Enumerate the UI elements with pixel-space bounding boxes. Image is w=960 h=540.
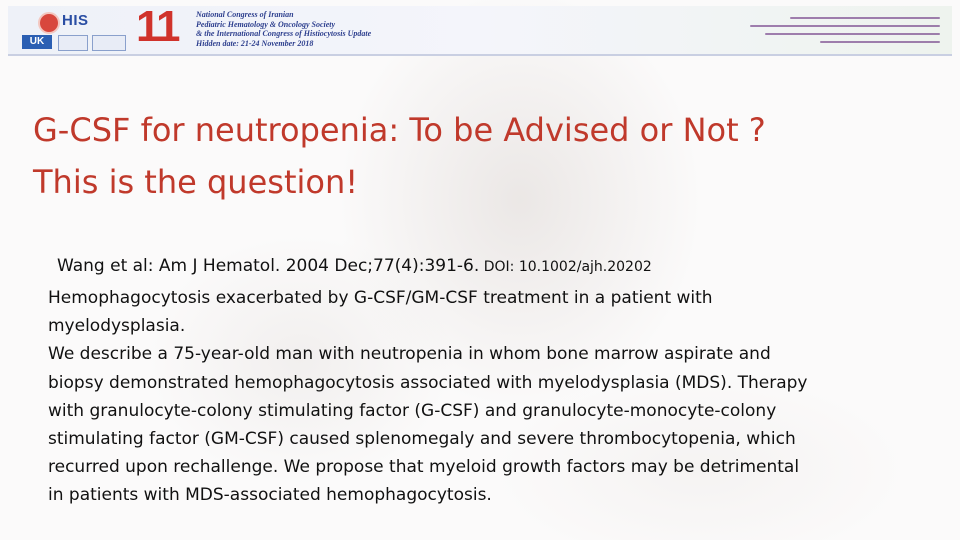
congress-line: Pediatric Hematology & Oncology Society xyxy=(196,19,336,29)
paper-title-line: Hemophagocytosis exacerbated by G-CSF/GM-CSF treatment in a patient with xyxy=(48,288,713,308)
abstract-line: with granulocyte-colony stimulating factor (G-CSF) and granulocyte-monocyte-colony xyxy=(48,400,777,421)
partner-logo-icon xyxy=(58,35,88,51)
slide-title xyxy=(33,104,913,208)
abstract-line: We describe a 75-year-old man with neutropenia in whom bone marrow aspirate and xyxy=(48,344,771,365)
congress-number: 11 xyxy=(136,2,179,51)
congress-line: National Congress of Iranian xyxy=(196,10,294,19)
persian-calligraphy-icon xyxy=(740,11,940,49)
congress-line: & the International Congress of Histiocytosis Update xyxy=(196,29,372,38)
slide-body xyxy=(48,284,928,510)
paper-title-line: myelodysplasia. xyxy=(48,316,186,337)
society-logo-icon xyxy=(38,12,60,34)
partner-logo-icon-2 xyxy=(92,35,126,51)
abstract-line: stimulating factor (GM-CSF) caused splenomegaly and severe thrombocytopenia, which xyxy=(48,429,796,450)
title-line: G-CSF for neutropenia: To be Advised or Not ? xyxy=(33,111,766,149)
abstract-line: biopsy demonstrated hemophagocytosis associated with myelodysplasia (MDS). Therapy xyxy=(48,372,808,393)
title-line: This is the question! xyxy=(33,163,359,201)
citation-reference: Wang et al: Am J Hematol. 2004 Dec;77(4):391-6. xyxy=(57,256,480,276)
paper-title xyxy=(48,284,928,340)
society-logos xyxy=(22,10,134,50)
uk-logo: UK xyxy=(22,35,52,49)
congress-banner xyxy=(8,2,952,56)
abstract-line: recurred upon rechallenge. We propose that myeloid growth factors may be detrimental xyxy=(48,457,800,478)
his-logo: HIS xyxy=(62,12,89,29)
congress-title xyxy=(196,10,406,48)
abstract xyxy=(48,340,928,509)
congress-line: Hidden date: 21-24 November 2018 xyxy=(196,38,314,48)
abstract-line: in patients with MDS-associated hemophagocytosis. xyxy=(48,485,492,506)
citation xyxy=(57,256,652,276)
citation-doi: DOI: 10.1002/ajh.20202 xyxy=(479,259,652,275)
